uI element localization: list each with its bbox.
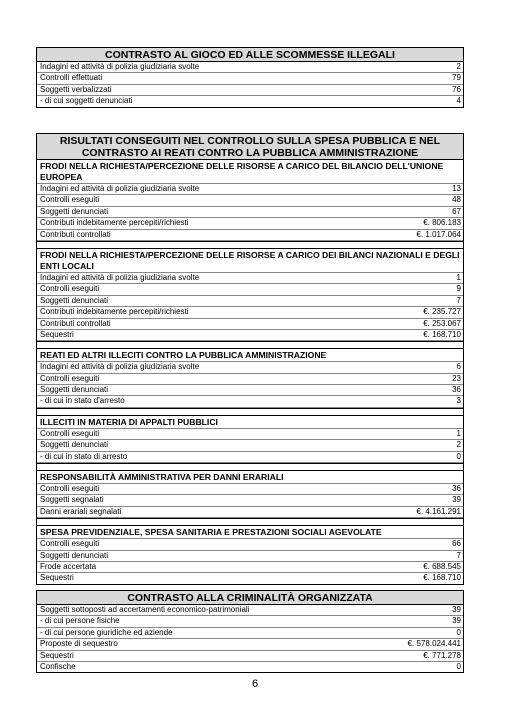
- table-row: [37, 605, 463, 616]
- table-row: [37, 273, 463, 284]
- row-value: 2: [456, 61, 461, 71]
- table-row: [37, 440, 463, 451]
- row-value: €. 253.067: [423, 318, 461, 328]
- table-gioco-rows: [37, 62, 463, 107]
- table-row: [37, 62, 463, 73]
- row-value: 13: [452, 183, 461, 193]
- row-label: Soggetti denunciati: [40, 440, 109, 450]
- section-spacer: [37, 341, 463, 349]
- row-value: €. 4.161.291: [416, 506, 461, 516]
- row-value: €. 235.727: [423, 307, 461, 317]
- table-row: [37, 562, 463, 573]
- row-value: 23: [452, 373, 461, 383]
- row-label: Confische: [40, 661, 76, 671]
- table-row: [37, 385, 463, 396]
- table-spesa-title-line1: RISULTATI CONSEGUITI NEL CONTROLLO SULLA SPESA PUBBLICA E NEL: [59, 135, 441, 147]
- row-label: Sequestri: [40, 573, 74, 583]
- table-row: [37, 96, 463, 106]
- table-criminalita-title: CONTRASTO ALLA CRIMINALITÀ ORGANIZZATA: [37, 591, 463, 605]
- row-label: Controlli eseguiti: [40, 284, 100, 294]
- section-heading: FRODI NELLA RICHIESTA/PERCEZIONE DELLE RISORSE A CARICO DEI BILANCI NAZIONALI E DEGLI ENTI LOCALI: [37, 249, 463, 273]
- row-value: 39: [452, 616, 461, 626]
- table-row: [37, 628, 463, 639]
- table-row: [37, 296, 463, 307]
- table-row: [37, 85, 463, 96]
- row-label: Sequestri: [40, 329, 74, 339]
- row-label: - di cui in stato di arresto: [40, 451, 128, 461]
- table-spesa-sections: [37, 160, 463, 584]
- row-label: Controlli eseguiti: [40, 373, 100, 383]
- table-row: [37, 452, 463, 463]
- row-value: 3: [456, 396, 461, 406]
- row-value: 39: [452, 495, 461, 505]
- row-value: 1: [456, 428, 461, 438]
- row-label: Soggetti verbalizzati: [40, 84, 112, 94]
- table-row: [37, 639, 463, 650]
- row-value: €. 806.183: [423, 218, 461, 228]
- page-number: 6: [251, 678, 259, 690]
- table-row: [37, 573, 463, 583]
- row-label: Controlli eseguiti: [40, 484, 100, 494]
- section-heading: SPESA PREVIDENZIALE, SPESA SANITARIA E PRESTAZIONI SOCIALI AGEVOLATE: [37, 526, 463, 539]
- row-value: 36: [452, 484, 461, 494]
- row-value: 9: [456, 284, 461, 294]
- row-label: Contributi controllati: [40, 229, 111, 239]
- table-row: [37, 374, 463, 385]
- row-label: Indagini ed attività di polizia giudiziaria svolte: [40, 362, 200, 372]
- table-row: [37, 484, 463, 495]
- table-spesa-title: [37, 134, 463, 160]
- row-label: - di cui in stato d'arresto: [40, 396, 125, 406]
- section-spacer: [37, 408, 463, 416]
- table-row: [37, 429, 463, 440]
- section-heading: RESPONSABILITÀ AMMINISTRATIVA PER DANNI ERARIALI: [37, 471, 463, 484]
- row-value: 79: [452, 73, 461, 83]
- row-value: 66: [452, 539, 461, 549]
- table-row: [37, 73, 463, 84]
- row-value: 6: [456, 362, 461, 372]
- row-label: Controlli eseguiti: [40, 539, 100, 549]
- row-label: Indagini ed attività di polizia giudiziaria svolte: [40, 272, 200, 282]
- row-label: Soggetti denunciati: [40, 550, 109, 560]
- row-label: Soggetti sottoposti ad accertamenti economico-patrimoniali: [40, 604, 250, 614]
- row-label: Contributi indebitamente percepiti/richiesti: [40, 307, 189, 317]
- table-spesa: [36, 133, 464, 585]
- row-label: Sequestri: [40, 650, 74, 660]
- table-row: [37, 362, 463, 373]
- table-row: [37, 284, 463, 295]
- row-label: Frode accertata: [40, 561, 97, 571]
- row-value: 0: [456, 661, 461, 671]
- table-row: [37, 207, 463, 218]
- row-label: Danni erariali segnalati: [40, 506, 122, 516]
- section-heading: REATI ED ALTRI ILLECITI CONTRO LA PUBBLICA AMMINISTRAZIONE: [37, 349, 463, 362]
- row-value: 7: [456, 550, 461, 560]
- table-row: [37, 218, 463, 229]
- row-label: Controlli eseguiti: [40, 428, 100, 438]
- row-label: Indagini ed attività di polizia giudiziaria svolte: [40, 183, 200, 193]
- section-spacer: [37, 463, 463, 471]
- row-label: Controlli effettuati: [40, 73, 103, 83]
- row-label: Soggetti denunciati: [40, 295, 109, 305]
- row-value: €. 771.278: [423, 650, 461, 660]
- table-gioco-title: CONTRASTO AL GIOCO ED ALLE SCOMMESSE ILLEGALI: [37, 48, 463, 62]
- section-spacer: [37, 241, 463, 249]
- row-label: Proposte di sequestro: [40, 639, 118, 649]
- table-row: [37, 396, 463, 407]
- table-row: [37, 195, 463, 206]
- table-row: [37, 662, 463, 672]
- section-heading: ILLECITI IN MATERIA DI APPALTI PUBBLICI: [37, 416, 463, 429]
- table-row: [37, 184, 463, 195]
- row-value: 48: [452, 195, 461, 205]
- row-value: 76: [452, 84, 461, 94]
- row-value: €. 1.017.064: [416, 229, 461, 239]
- row-label: Indagini ed attività di polizia giudiziaria svolte: [40, 61, 200, 71]
- table-row: [37, 539, 463, 550]
- row-label: - di cui persone fisiche: [40, 616, 120, 626]
- row-label: Soggetti denunciati: [40, 385, 109, 395]
- row-label: Contributi controllati: [40, 318, 111, 328]
- row-value: 0: [456, 451, 461, 461]
- table-row: [37, 319, 463, 330]
- row-value: 7: [456, 295, 461, 305]
- row-value: 36: [452, 385, 461, 395]
- table-spesa-title-line2: CONTRASTO AI REATI CONTRO LA PUBBLICA AMMINISTRAZIONE: [81, 147, 419, 159]
- row-label: Contributi indebitamente percepiti/richiesti: [40, 218, 189, 228]
- row-value: €. 168.710: [423, 573, 461, 583]
- table-row: [37, 551, 463, 562]
- row-value: 0: [456, 627, 461, 637]
- table-row: [37, 507, 463, 518]
- row-label: - di cui persone giuridiche ed aziende: [40, 627, 173, 637]
- section-heading: FRODI NELLA RICHIESTA/PERCEZIONE DELLE RISORSE A CARICO DEL BILANCIO DELL'UNIONE EUROPEA: [37, 160, 463, 184]
- row-value: 39: [452, 604, 461, 614]
- row-value: 2: [456, 440, 461, 450]
- table-row: [37, 651, 463, 662]
- table-criminalita-rows: [37, 605, 463, 672]
- table-criminalita: [36, 590, 464, 673]
- row-label: - di cui soggetti denunciati: [40, 96, 133, 106]
- row-label: Controlli eseguiti: [40, 195, 100, 205]
- row-value: 67: [452, 206, 461, 216]
- section-spacer: [37, 518, 463, 526]
- table-row: [37, 230, 463, 241]
- table-gioco: [36, 47, 464, 108]
- row-value: €. 168.710: [423, 329, 461, 339]
- row-value: €. 688.545: [423, 561, 461, 571]
- row-value: 4: [456, 96, 461, 106]
- row-value: €. 578.024.441: [407, 639, 461, 649]
- table-row: [37, 307, 463, 318]
- row-value: 1: [456, 272, 461, 282]
- table-row: [37, 495, 463, 506]
- table-row: [37, 616, 463, 627]
- row-label: Soggetti segnalati: [40, 495, 104, 505]
- table-row: [37, 330, 463, 341]
- row-label: Soggetti denunciati: [40, 206, 109, 216]
